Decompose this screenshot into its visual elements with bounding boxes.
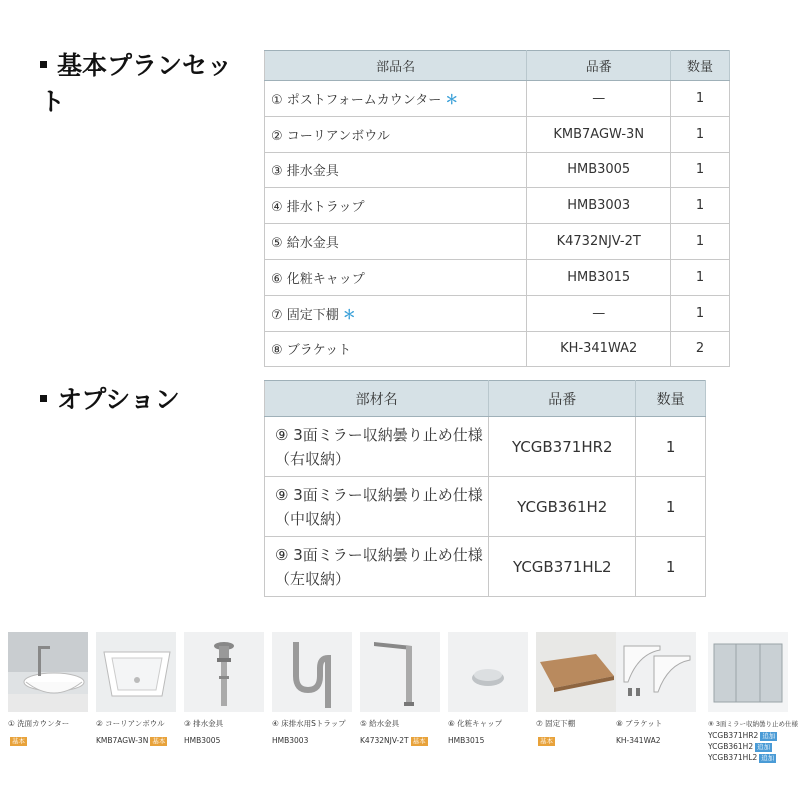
part-name-cell [265,417,489,477]
part-code: — [527,295,671,331]
thumb-label: ⑨ 3面ミラー収納曇り止め仕様 [708,720,799,728]
part-code: YCGB361H2 [489,477,636,537]
drain-image [184,632,264,712]
thumb-bowl [96,632,176,746]
part-quantity: 1 [671,224,730,260]
part-name: ⑨ 3面ミラー収納曇り止め仕様 [275,545,483,564]
asterisk-icon: ＊ [342,307,356,323]
basic-parts-table [264,50,730,367]
asterisk-icon: ＊ [445,92,459,108]
table-row [265,152,730,188]
table-row [265,116,730,152]
part-code: HMB3005 [527,152,671,188]
thumb-mirror [708,632,799,763]
add-badge: 追加 [761,754,775,762]
thumb-label: ④ 床排水用Sトラップ [272,719,346,728]
thumb-code: HMB3015 [448,736,485,745]
part-code: — [527,81,671,117]
part-name-cell [265,116,527,152]
part-name-cell [265,295,527,331]
option-title-text: オプション [57,385,180,414]
thumb-code: KH-341WA2 [616,736,661,745]
part-code: HMB3003 [527,188,671,224]
part-name-cell [265,477,489,537]
table-row [265,537,706,597]
header-quantity: 数量 [636,381,706,417]
table-row [265,224,730,260]
part-name-cell [265,224,527,260]
add-badge: 追加 [757,743,771,751]
part-quantity: 1 [671,152,730,188]
table-row [265,477,706,537]
bullet-icon [40,61,47,68]
part-variant: （右収納） [275,449,351,468]
table-row [265,295,730,331]
thumb-cap [448,632,528,746]
bracket-image [616,632,696,712]
table-row [265,81,730,117]
part-code: YCGB371HR2 [489,417,636,477]
part-quantity: 1 [636,417,706,477]
header-quantity: 数量 [671,51,730,81]
header-part-code: 品番 [527,51,671,81]
thumb-label: ⑥ 化粧キャップ [448,719,503,728]
bowl-image [96,632,176,712]
thumb-code: HMB3005 [184,736,221,745]
thumb-trap [272,632,352,746]
faucet-image [360,632,440,712]
part-name: ⑤ 給水金具 [271,236,339,252]
thumb-shelf [536,632,616,746]
thumb-counter [8,632,88,746]
thumb-code: HMB3003 [272,736,309,745]
mirror-image [708,632,788,712]
table-row [265,331,730,367]
part-name: ⑨ 3面ミラー収納曇り止め仕様 [275,485,483,504]
thumb-code: K4732NJV-2T [360,736,409,745]
thumb-label: ⑦ 固定下棚 [536,719,576,728]
thumb-label: ① 洗面カウンター [8,719,70,728]
table-row [265,417,706,477]
basic-badge: 基本 [152,737,166,745]
basic-badge: 基本 [12,737,25,745]
add-badge: 追加 [762,732,776,740]
thumb-faucet [360,632,440,746]
thumb-code: YCGB361H2 [708,742,754,751]
bullet-icon [40,395,47,402]
option-title [40,382,180,418]
table-header-row [265,381,706,417]
thumb-label: ⑧ ブラケット [616,719,663,728]
thumb-code: KMB7AGW-3N [96,736,149,745]
product-thumbnails [8,632,799,792]
part-name-cell [265,331,527,367]
cap-image [448,632,528,712]
part-quantity: 1 [671,81,730,117]
thumb-code: YCGB371HR2 [708,731,759,740]
part-quantity: 1 [636,537,706,597]
basic-plan-title-text: 基本プランセット [40,51,233,116]
table-row [265,259,730,295]
option-parts-table [264,380,706,597]
part-quantity: 1 [671,116,730,152]
trap-image [272,632,352,712]
thumb-drain [184,632,264,746]
header-part-name: 部品名 [265,51,527,81]
part-variant: （中収納） [275,509,351,528]
part-name: ① ポストフォームカウンター [271,92,442,108]
thumb-label: ③ 排水金具 [184,719,224,728]
part-name: ⑥ 化粧キャップ [271,271,365,287]
header-part-name: 部材名 [265,381,489,417]
thumb-label: ⑤ 給水金具 [360,719,400,728]
part-name-cell [265,152,527,188]
part-variant: （左収納） [275,569,351,588]
part-code: KMB7AGW-3N [527,116,671,152]
part-code: KH-341WA2 [527,331,671,367]
part-name-cell [265,537,489,597]
basic-badge: 基本 [412,737,426,745]
part-name-cell [265,81,527,117]
part-code: HMB3015 [527,259,671,295]
table-header-row [265,51,730,81]
part-quantity: 1 [671,295,730,331]
part-code: YCGB371HL2 [489,537,636,597]
thumb-label: ② コーリアンボウル [96,719,165,728]
basic-badge: 基本 [540,737,553,745]
part-code: K4732NJV-2T [527,224,671,260]
thumb-code: YCGB371HL2 [708,753,758,762]
part-name: ⑦ 固定下棚 [271,307,339,323]
part-name: ⑨ 3面ミラー収納曇り止め仕様 [275,425,483,444]
counter-image [8,632,88,712]
header-part-code: 品番 [489,381,636,417]
basic-plan-title [40,48,240,120]
table-row [265,188,730,224]
part-name-cell [265,259,527,295]
part-name: ② コーリアンボウル [271,128,390,144]
part-quantity: 1 [636,477,706,537]
thumb-bracket [616,632,696,746]
part-quantity: 1 [671,259,730,295]
shelf-image [536,632,616,712]
part-quantity: 1 [671,188,730,224]
part-quantity: 2 [671,331,730,367]
part-name: ③ 排水金具 [271,164,339,180]
part-name-cell [265,188,527,224]
part-name: ④ 排水トラップ [271,200,365,216]
part-name: ⑧ ブラケット [271,343,352,359]
